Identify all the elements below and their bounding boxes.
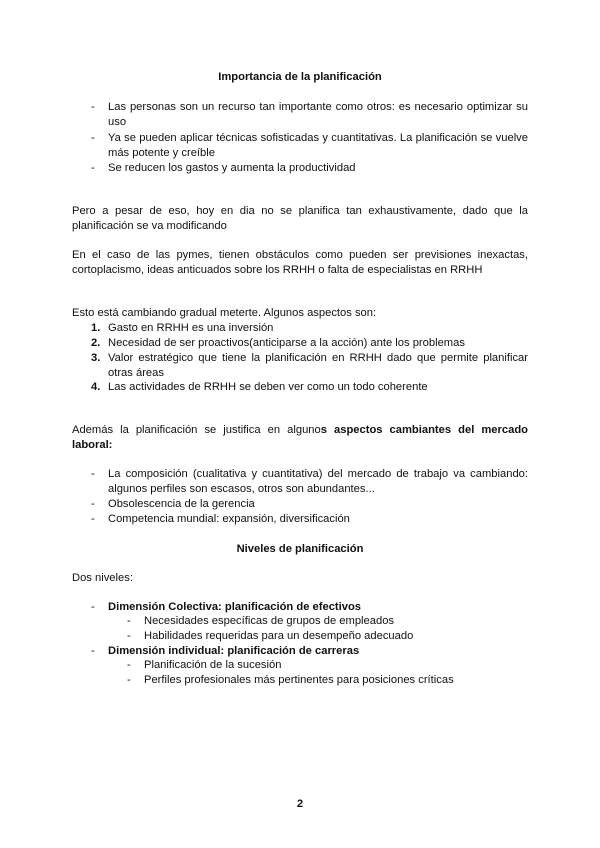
paragraph: Dos niveles: [72, 572, 133, 584]
bullet-dash: - [91, 132, 95, 144]
bullet-dash: - [91, 601, 95, 613]
sub-list-item: Perfiles profesionales más pertinentes para posiciones críticas [144, 674, 454, 686]
bullet-dash: - [91, 498, 95, 510]
paragraph-labor-market [72, 423, 528, 453]
bullet-dash: - [127, 674, 131, 686]
bullet-dash: - [127, 659, 131, 671]
paragraph-text: Además la planificación se justifica en alguno [72, 424, 321, 436]
bullet-dash: - [127, 615, 131, 627]
list-item: Valor estratégico que tiene la planificación en RRHH dado que permite planificar otras áreas [108, 352, 528, 379]
list-item: Las actividades de RRHH se deben ver como un todo coherente [108, 381, 428, 393]
sub-list-item: Planificación de la sucesión [144, 659, 282, 671]
list-item: Obsolescencia de la gerencia [108, 498, 255, 510]
list-number: 2. [91, 337, 101, 349]
page-number: 2 [296, 798, 304, 810]
paragraph: Pero a pesar de eso, hoy en dia no se planifica tan exhaustivamente, dado que la planificación se va modificando [72, 205, 528, 232]
list-number: 1. [91, 322, 101, 334]
bullet-dash: - [91, 513, 95, 525]
bullet-dash: - [91, 468, 95, 480]
list-item: Necesidad de ser proactivos(anticiparse a la acción) ante los problemas [108, 337, 465, 349]
list-item: Se reducen los gastos y aumenta la productividad [108, 162, 356, 174]
list-number: 3. [91, 352, 101, 364]
bullet-dash: - [91, 101, 95, 113]
sub-list-item: Necesidades específicas de grupos de empleados [144, 615, 395, 627]
paragraph: En el caso de las pymes, tienen obstáculos como pueden ser previsiones inexactas, cortoplacismo, ideas anticuados sobre los RRHH o falta de especialistas en RRHH [72, 249, 528, 276]
list-item: La composición (cualitativa y cuantitativa) del mercado de trabajo va cambiando: algunos perfiles son escasos, otros son abundantes... [108, 468, 528, 495]
level-label: Dimensión Colectiva: planificación de efectivos [108, 601, 362, 613]
section-title-importance: Importancia de la planificación [218, 71, 382, 83]
bullet-dash: - [127, 630, 131, 642]
list-item: Gasto en RRHH es una inversión [108, 322, 274, 334]
bullet-dash: - [91, 645, 95, 657]
sub-list-item: Habilidades requeridas para un desempeño adecuado [144, 630, 414, 642]
list-item: Las personas son un recurso tan importante como otros: es necesario optimizar su uso [108, 101, 528, 128]
section-title-levels: Niveles de planificación [236, 543, 364, 555]
list-item: Ya se pueden aplicar técnicas sofisticadas y cuantitativas. La planificación se vuelve más potente y creíble [108, 132, 528, 159]
list-item: Competencia mundial: expansión, diversificación [108, 513, 350, 525]
bullet-dash: - [91, 162, 95, 174]
paragraph-bold-text: s aspectos cambiantes del mercado laboral: [72, 424, 528, 451]
paragraph: Esto está cambiando gradual meterte. Algunos aspectos son: [72, 307, 377, 319]
level-label: Dimensión individual: planificación de carreras [108, 645, 360, 657]
list-number: 4. [91, 381, 101, 393]
